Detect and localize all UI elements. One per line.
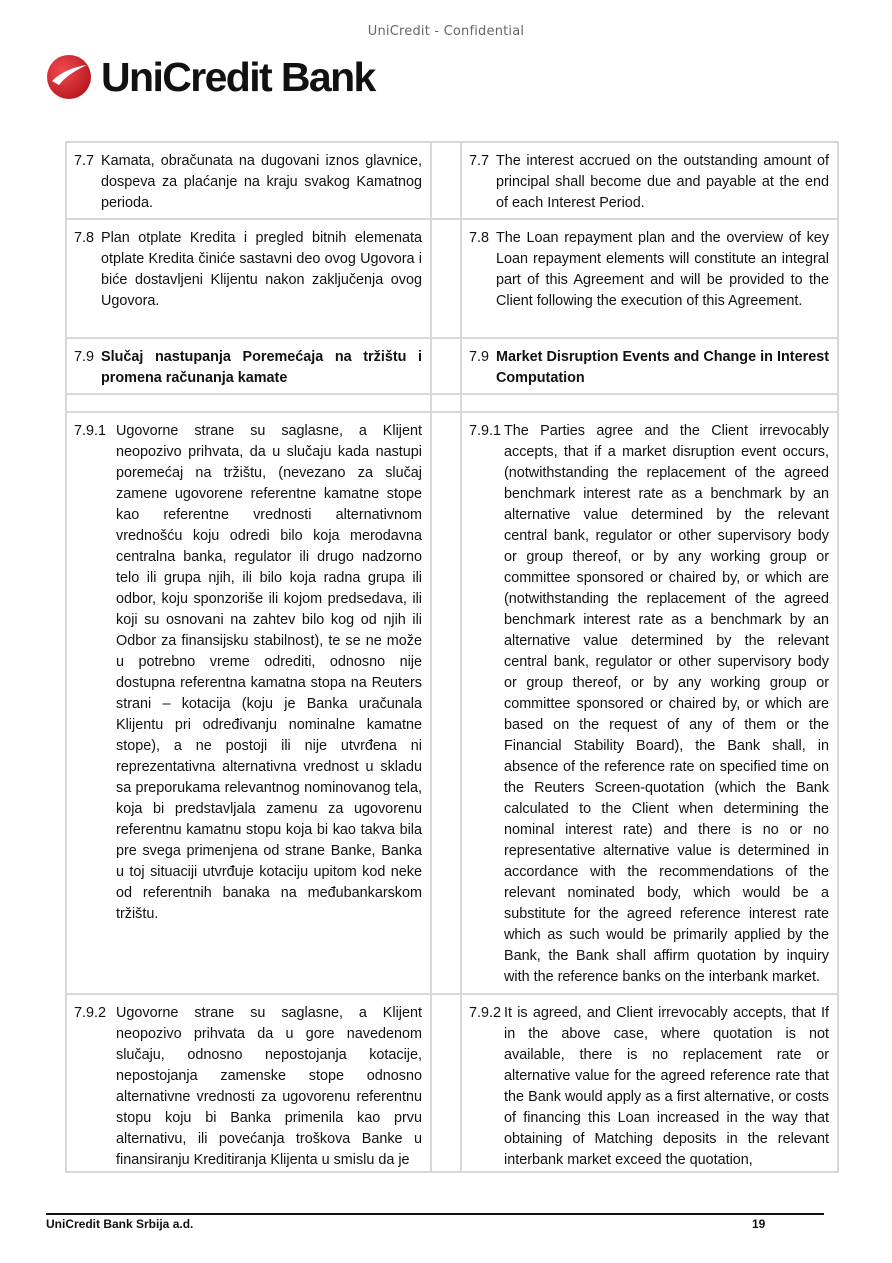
clause-number: 7.9.1 — [469, 423, 502, 439]
section-heading-en: Market Disruption Events and Change in Interest Computation — [496, 349, 829, 386]
table-row — [66, 412, 838, 994]
english-cell — [461, 338, 838, 394]
english-cell — [461, 219, 838, 338]
bilingual-contract-table — [65, 141, 839, 1173]
clause-text-sr: Ugovorne strane su saglasne, a Klijent neopozivo prihvata da u gore navedenom slučaju, odnosno nepostojanja kotacije, nepostojanja zamenske stope odnosno alternativne vrednosti za ugovorenu referentnu stopu koju bi Banka primenila kao prvu alternativu, ili povećanja troškova Banke u finansiranju Kreditiranja Klijenta u smislu da je — [116, 1005, 422, 1168]
page-number: 19 — [752, 1217, 766, 1231]
clause-text-en: The interest accrued on the outstanding amount of principal shall become due and payable at the end of each Interest Period. — [496, 153, 829, 211]
confidential-label: UniCredit - Confidential — [367, 24, 525, 39]
clause-text-en: The Parties agree and the Client irrevocably accepts, that if a market disruption event occurs, (notwithstanding the replacement of the agreed benchmark interest rate as a benchmark by an alternative value determined by the relevant central bank, regulator or other supervisory body or group thereof, or by any working group or committee sponsored or chaired by, or which are (notwithstanding the replacement of the agreed benchmark interest rate as a benchmark by an alternative value determined by the relevant central bank, regulator or other supervisory body or group thereof, or by any working group or committee sponsored or chaired by, or which are based on the request of any of them or the Financial Stability Board), the Bank shall, in absence of the reference rate on specified time on the Reuters Screen-quotation (which the Bank calculated to the Client when determining the nominal interest rate) and there is no or no representative alternative value is determined in accordance with the recommendations of the relevant nominated body, which would be a substitute for the agreed reference interest rate which as such would be primarily applied by the Bank, the Bank shall affirm quotation by inquiry with the reference banks on the interbank market. — [504, 423, 829, 985]
clause-number: 7.9 — [469, 349, 490, 365]
table-row — [66, 219, 838, 338]
clause-number: 7.8 — [469, 230, 490, 246]
serbian-cell — [66, 142, 431, 219]
table-row — [66, 142, 838, 219]
clause-number: 7.8 — [74, 230, 95, 246]
english-cell — [461, 412, 838, 994]
clause-text-sr: Plan otplate Kredita i pregled bitnih elemenata otplate Kredita činiće sastavni deo ovog Ugovora i biće dostavljeni Klijentu nakon zaključenja ovog Ugovora. — [101, 230, 422, 309]
clause-number: 7.9.2 — [74, 1005, 107, 1021]
table-row — [66, 338, 838, 394]
logo-text: UniCredit Bank — [101, 54, 375, 100]
gutter-cell — [431, 412, 461, 994]
clause-number: 7.9 — [74, 349, 95, 365]
table-row — [66, 994, 838, 1172]
clause-text-en: The Loan repayment plan and the overview of key Loan repayment elements will constitute an integral part of this Agreement and will be provided to the Client following the execution of this Agreement. — [496, 230, 829, 309]
gutter-cell — [431, 142, 461, 219]
clause-number: 7.7 — [469, 153, 490, 169]
english-cell — [461, 994, 838, 1172]
serbian-cell — [66, 994, 431, 1172]
english-cell — [461, 142, 838, 219]
gutter-cell — [431, 219, 461, 338]
serbian-cell — [66, 219, 431, 338]
spacer-row — [66, 394, 838, 412]
clause-text-sr: Kamata, obračunata na dugovani iznos glavnice, dospeva za plaćanje na kraju svakog Kamatnog perioda. — [101, 153, 422, 211]
gutter-cell — [431, 994, 461, 1172]
footer-divider — [46, 1213, 824, 1215]
unicredit-logo-icon — [46, 54, 92, 100]
clause-text-sr: Ugovorne strane su saglasne, a Klijent neopozivo prihvata, da u slučaju kada nastupi poremećaj na tržištu, (nevezano za slučaj zamene ugovorene referentne kamatne stope kao referentne vrednosti alternativnom vrednošću koju odredi bilo koja merodavna centralna banka, regulator ili drugo nadzorno telo ili grupa njih, ili bilo koja radna grupa ili odbor, koju sponzoriše ili kojom predsedava, ili koji su osnovani na zahtev bilo kog od njih ili Odbor za finansijsku stabilnost), te se ne može u potrebno vreme odrediti, odnosno nije dostupna referentna kamatna stopa na Reuters strani – kotacija (koju je Banka uračunala Klijentu pri određivanju nominalne kamatne stope), a ne postoji ili nije utvrđena ni reprezentativna alternativna vrednost u skladu sa preporukama relevantnog nominovanog tela, koja bi predstavljala zamenu za ugovorenu referentnu kamatnu stopu koja bi kao takva bila pre svega primenjena od strane Banke, Banka u toj situaciji utvrđuje kotaciju upitom kod neke od referentnih banaka na međubankarskom tržištu. — [116, 423, 422, 922]
serbian-cell — [66, 412, 431, 994]
gutter-cell — [431, 338, 461, 394]
clause-number: 7.7 — [74, 153, 95, 169]
serbian-cell — [66, 338, 431, 394]
clause-number: 7.9.1 — [74, 423, 107, 439]
clause-text-en: It is agreed, and Client irrevocably accepts, that If in the above case, where quotation is not available, there is no replacement rate or alternative value for the agreed reference rate that the Bank would apply as a first alternative, or costs of financing this Loan increased in the way that obtaining of Matching deposits in the relevant interbank market exceed the quotation, — [504, 1005, 829, 1168]
clause-number: 7.9.2 — [469, 1005, 502, 1021]
section-heading-sr: Slučaj nastupanja Poremećaja na tržištu i promena računanja kamate — [101, 349, 422, 386]
bank-logo — [46, 52, 375, 102]
footer-company: UniCredit Bank Srbija a.d. — [46, 1217, 194, 1231]
